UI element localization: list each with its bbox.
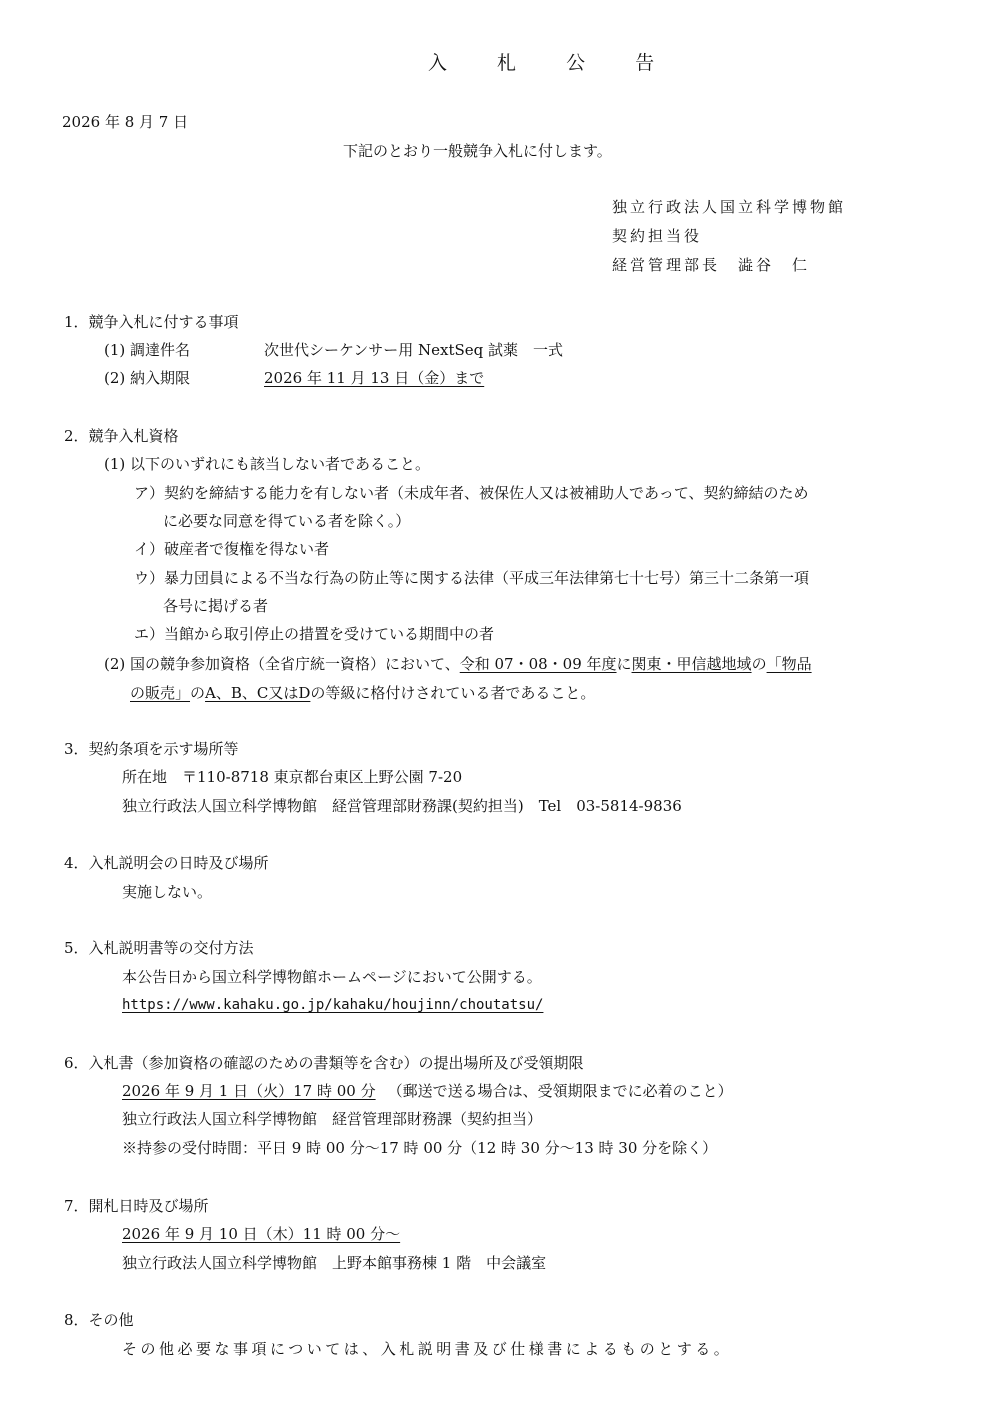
qualification-2-text: (2) 国の競争参加資格（全省庁統一資格）において、	[104, 655, 460, 673]
contract-location-address: 所在地 〒110-8718 東京都台東区上野公園 7-20	[122, 768, 463, 786]
qualification-2-text: に	[616, 655, 632, 673]
qualification-2-line2	[130, 686, 595, 701]
bid-opening-datetime: 2026 年 9 月 10 日（木）11 時 00 分～	[122, 1225, 401, 1243]
qualification-1-a-line2: に必要な同意を得ている者を除く。）	[163, 512, 411, 530]
distribution-url-link[interactable]: https://www.kahaku.go.jp/kahaku/houjinn/choutatsu/	[122, 997, 544, 1013]
issuer-role: 契約担当役	[612, 227, 703, 245]
briefing-status: 実施しない。	[122, 883, 213, 901]
item-subject-value: 次世代シーケンサー用 NextSeq 試薬 一式	[264, 341, 564, 359]
qualification-1-c-line1: ウ）暴力団員による不当な行為の防止等に関する法律（平成三年法律第七十七号）第三十二条第一項	[134, 569, 810, 587]
qualification-2-region: 関東・甲信越地域	[631, 655, 752, 673]
qualification-1-c-line2: 各号に掲げる者	[163, 597, 269, 615]
section-7-heading: 7．開札日時及び場所	[64, 1197, 209, 1215]
item-deadline-value: 2026 年 11 月 13 日（金）まで	[264, 369, 485, 387]
submission-place: 独立行政法人国立科学博物館 経営管理部財務課（契約担当）	[122, 1110, 543, 1128]
section-5-heading: 5．入札説明書等の交付方法	[64, 939, 254, 957]
section-1-heading: 1．競争入札に付する事項	[64, 313, 239, 331]
qualification-1-a-line1: ア）契約を締結する能力を有しない者（未成年者、被保佐人又は被補助人であって、契約締結のため	[134, 484, 809, 502]
distribution-method: 本公告日から国立科学博物館ホームページにおいて公開する。	[122, 968, 542, 986]
qualification-2-text: の	[751, 655, 767, 673]
item-subject-label: (1) 調達件名	[104, 341, 191, 359]
issuer-name: 経営管理部長 澁谷 仁	[612, 256, 811, 274]
qualification-2-category: の販売」	[130, 684, 191, 702]
qualification-1: (1) 以下のいずれにも該当しない者であること。	[104, 455, 431, 473]
section-4-heading: 4．入札説明会の日時及び場所	[64, 854, 269, 872]
other-matters: その他必要な事項については、入札説明書及び仕様書によるものとする。	[122, 1340, 733, 1358]
contract-location-office: 独立行政法人国立科学博物館 経営管理部財務課(契約担当) Tel 03-5814-9836	[122, 797, 682, 815]
notice-date: 2026 年 8 月 7 日	[62, 113, 189, 131]
bid-opening-place: 独立行政法人国立科学博物館 上野本館事務棟 1 階 中会議室	[122, 1254, 547, 1272]
section-6-heading: 6．入札書（参加資格の確認のための書類等を含む）の提出場所及び受領期限	[64, 1054, 584, 1072]
item-deadline-label: (2) 納入期限	[104, 369, 191, 387]
submission-deadline-line	[122, 1084, 733, 1099]
submission-deadline: 2026 年 9 月 1 日（火）17 時 00 分	[122, 1082, 376, 1100]
qualification-2-text: の	[190, 684, 206, 702]
qualification-1-b: イ）破産者で復権を得ない者	[134, 540, 330, 558]
qualification-2-fiscal-years: 令和 07・08・09 年度	[459, 655, 617, 673]
qualification-2-line1	[104, 657, 812, 672]
qualification-2-grades: A、B、C又はD	[205, 684, 311, 702]
section-8-heading: 8．その他	[64, 1311, 134, 1329]
section-3-heading: 3．契約条項を示す場所等	[64, 740, 239, 758]
section-2-heading: 2．競争入札資格	[64, 427, 179, 445]
qualification-2-text: の等級に格付けされている者であること。	[310, 684, 596, 702]
intro-text: 下記のとおり一般競争入札に付します。	[343, 142, 612, 160]
qualification-1-d: エ）当館から取引停止の措置を受けている期間中の者	[134, 625, 495, 643]
issuer-org: 独立行政法人国立科学博物館	[612, 198, 847, 216]
document-title: 入 札 公 告	[428, 52, 677, 74]
submission-mail-note: （郵送で送る場合は、受領期限までに必着のこと）	[387, 1082, 733, 1100]
submission-hours: ※持参の受付時間：平日 9 時 00 分～17 時 00 分（12 時 30 分～13 時 30 分を除く）	[122, 1139, 718, 1157]
qualification-2-category: 「物品	[766, 655, 812, 673]
